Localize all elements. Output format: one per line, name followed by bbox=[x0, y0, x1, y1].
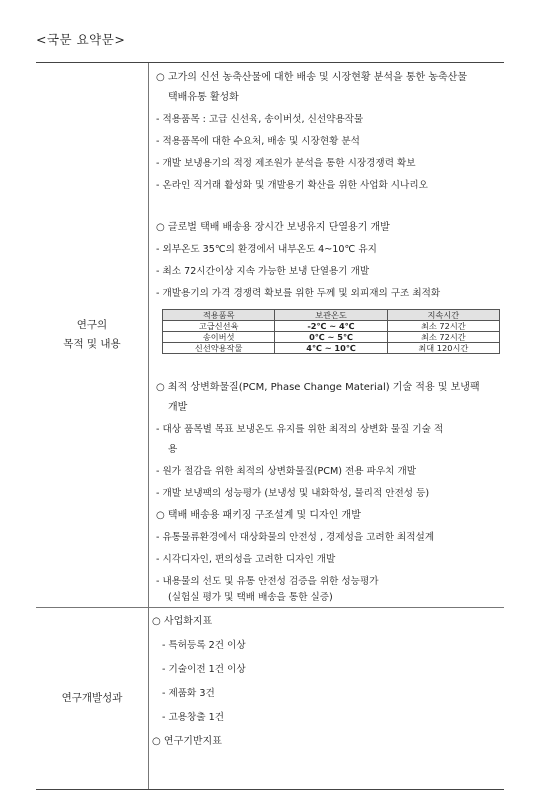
section-title: ○ 택배 배송용 패키징 구조설계 및 디자인 개발 bbox=[156, 510, 361, 521]
table-cell: 송이버섯 bbox=[163, 332, 275, 343]
bullet-item: - 온라인 직거래 활성화 및 개발용기 확산을 위한 사업화 시나리오 bbox=[156, 180, 428, 191]
bullet-item-cont: (실험실 평가 및 택배 배송을 통한 실증) bbox=[168, 592, 333, 603]
bullet-item: - 개발 보냉용기의 적정 제조원가 분석을 통한 시장경쟁력 확보 bbox=[156, 158, 416, 169]
indicator-item: - 기술이전 1건 이상 bbox=[162, 664, 246, 675]
summary-table bbox=[36, 62, 504, 790]
indicator-title: ○ 연구기반지표 bbox=[152, 736, 222, 747]
table-header-row bbox=[163, 310, 500, 321]
bullet-item: - 외부온도 35℃의 환경에서 내부온도 4~10℃ 유지 bbox=[156, 244, 377, 255]
bullet-item: - 내용물의 선도 및 유통 안전성 검증을 위한 성능평가 bbox=[156, 576, 379, 587]
table-cell: 4℃ ~ 10℃ bbox=[275, 343, 387, 354]
page-heading: <국문 요약문> bbox=[36, 32, 126, 47]
bullet-item: - 최소 72시간이상 지속 가능한 보냉 단열용기 개발 bbox=[156, 266, 370, 277]
table-cell: -2℃ ~ 4℃ bbox=[275, 321, 387, 332]
bullet-item: - 시각디자인, 편의성을 고려한 디자인 개발 bbox=[156, 554, 336, 565]
label-research-purpose bbox=[36, 63, 149, 607]
table-header-cell: 보관온도 bbox=[275, 310, 387, 321]
table-header-cell: 적용품목 bbox=[163, 310, 275, 321]
label-line: 목적 및 내용 bbox=[63, 338, 121, 350]
bullet-item: - 적용품목 : 고급 신선육, 송이버섯, 신선약용작물 bbox=[156, 114, 364, 125]
table-cell: 0℃ ~ 5℃ bbox=[275, 332, 387, 343]
bullet-item: - 개발용기의 가격 경쟁력 확보를 위한 두께 및 외피재의 구조 최적화 bbox=[156, 288, 441, 299]
indicator-item: - 특허등록 2건 이상 bbox=[162, 640, 246, 651]
table-cell: 최소 72시간 bbox=[387, 321, 499, 332]
section-title-cont: 택배유통 활성화 bbox=[168, 92, 239, 103]
table-cell: 최소 72시간 bbox=[387, 332, 499, 343]
table-header-cell: 지속시간 bbox=[387, 310, 499, 321]
bullet-item: - 대상 품목별 목표 보냉온도 유지를 위한 최적의 상변화 물질 기술 적 bbox=[156, 424, 444, 435]
label-line: 연구의 bbox=[76, 319, 108, 331]
bullet-item: - 개발 보냉팩의 성능평가 (보냉성 및 내화학성, 물리적 안전성 등) bbox=[156, 488, 430, 499]
bullet-item: - 적용품목에 대한 수요처, 배송 및 시장현황 분석 bbox=[156, 136, 360, 147]
section-title: ○ 최적 상변화물질(PCM, Phase Change Material) 기술 적용 및 보냉팩 bbox=[156, 382, 480, 393]
indicator-title: ○ 사업화지표 bbox=[152, 616, 213, 627]
section-title: ○ 글로벌 택배 배송용 장시간 보냉유지 단열용기 개발 bbox=[156, 222, 390, 233]
table-row bbox=[163, 343, 500, 354]
row-research-purpose bbox=[36, 63, 504, 608]
indicator-item: - 제품화 3건 bbox=[162, 688, 215, 699]
label-rnd-results: 연구개발성과 bbox=[36, 607, 149, 789]
section-title-cont: 개발 bbox=[168, 402, 188, 413]
bullet-item: - 유통물류환경에서 대상화물의 안전성 , 경제성을 고려한 최적설계 bbox=[156, 532, 435, 543]
table-cell: 최대 120시간 bbox=[387, 343, 499, 354]
content-research-purpose bbox=[148, 63, 504, 607]
section-title: ○ 고가의 신선 농축산물에 대한 배송 및 시장현황 분석을 통한 농축산물 bbox=[156, 72, 467, 83]
bullet-item: - 원가 절감을 위한 최적의 상변화물질(PCM) 전용 파우치 개발 bbox=[156, 466, 416, 477]
bullet-item-cont: 용 bbox=[168, 444, 178, 455]
indicator-item: - 고용창출 1건 bbox=[162, 712, 225, 723]
content-rnd-results bbox=[148, 607, 504, 789]
row-rnd-results bbox=[36, 607, 504, 789]
table-row bbox=[163, 332, 500, 343]
table-row bbox=[163, 321, 500, 332]
table-cell: 고급신선육 bbox=[163, 321, 275, 332]
table-cell: 신선약용작물 bbox=[163, 343, 275, 354]
storage-spec-table bbox=[162, 309, 500, 354]
